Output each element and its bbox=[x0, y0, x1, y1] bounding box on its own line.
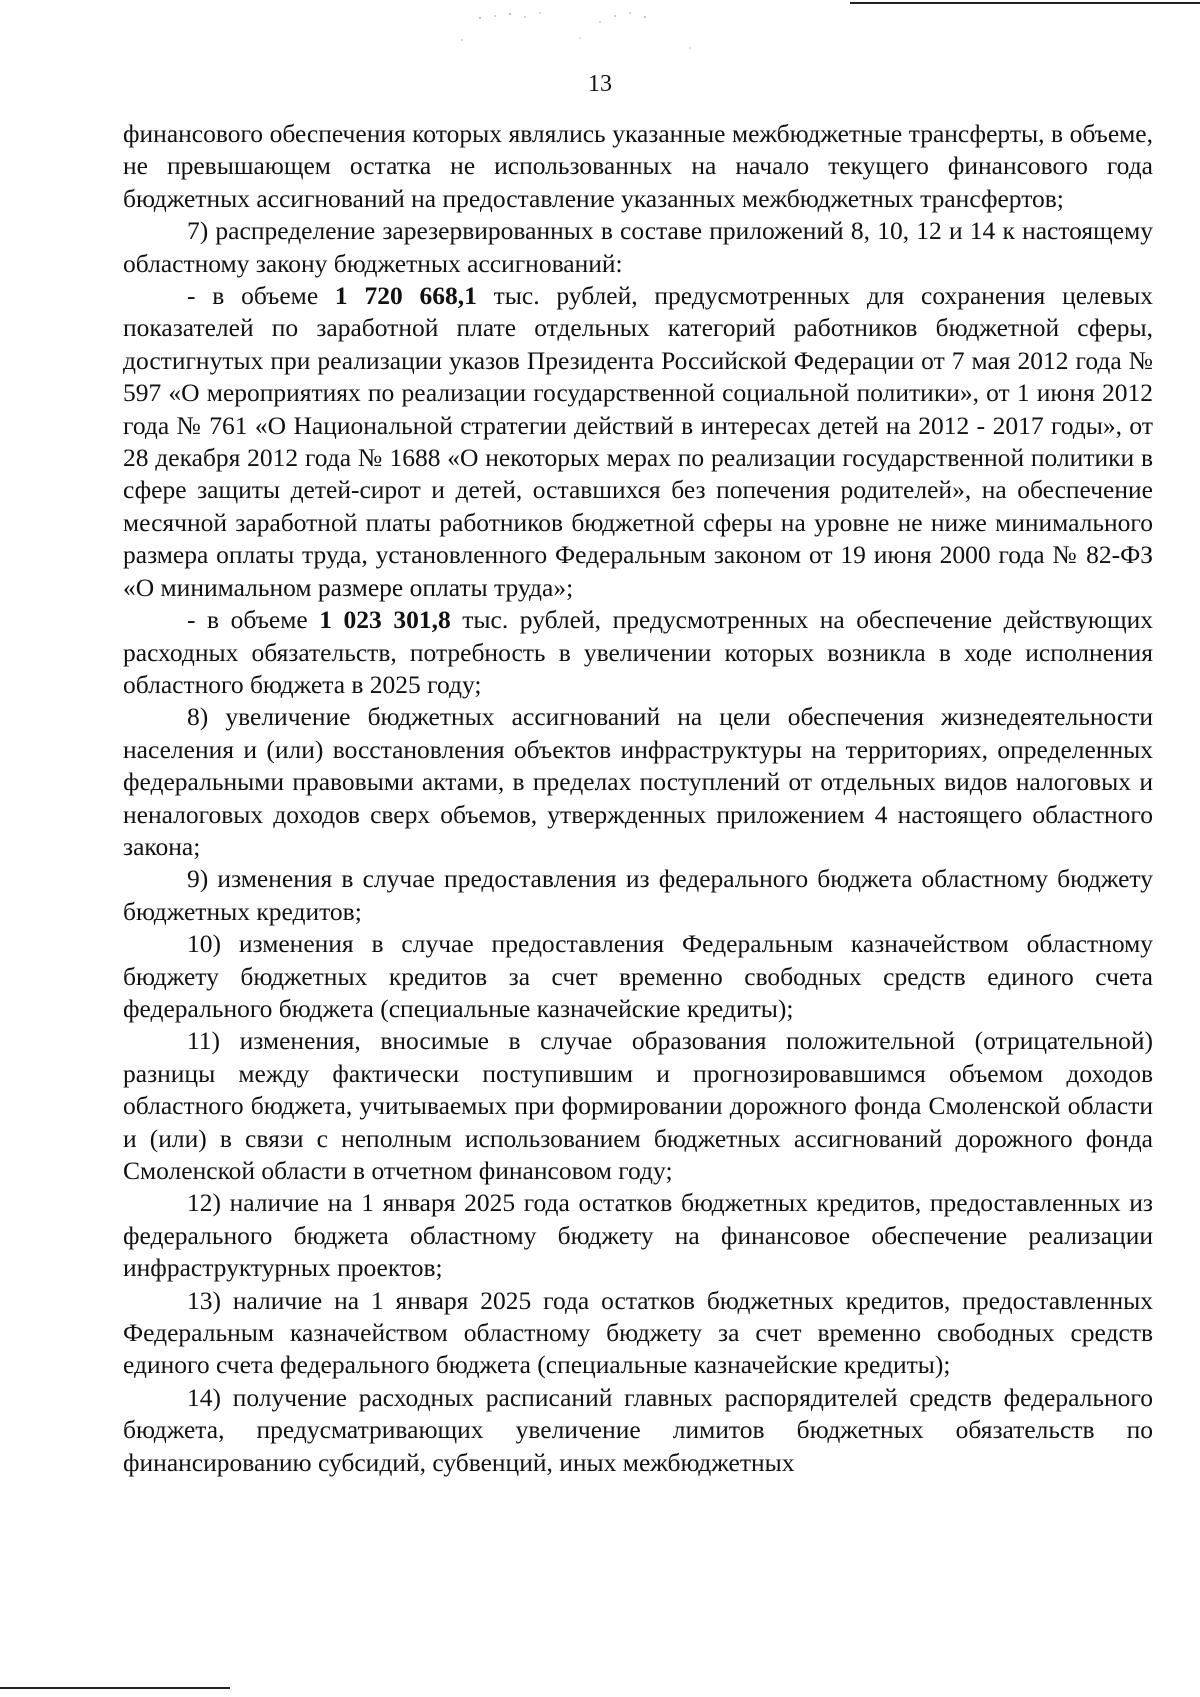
paragraph-item-7-subitem-2 bbox=[123, 604, 1153, 701]
paragraph-item-8: 8) увеличение бюджетных ассигнований на цели обеспечения жизнедеятельности населения и (или) восстановления объектов инфраструктуры на территориях, определенных федеральными правовыми актами, в пределах поступлений от отдельных видов налоговых и неналоговых доходов сверх объемов, утвержденных приложением 4 настоящего областного закона; bbox=[123, 702, 1153, 861]
document-body bbox=[123, 118, 1153, 1479]
paragraph-item-9: 9) изменения в случае предоставления из федерального бюджета областному бюджету бюджетных кредитов; bbox=[123, 864, 1153, 926]
paragraph-item-11: 11) изменения, вносимые в случае образования положительной (отрицательной) разницы между фактически поступившим и прогнозировавшимся объемом доходов областного бюджета, учитываемых при формировании дорожного фонда Смоленской области и (или) в связи с неполным использованием бюджетных ассигнований дорожного фонда Смоленской области в отчетном финансовом году; bbox=[123, 1026, 1153, 1185]
paragraph-item-12: 12) наличие на 1 января 2025 года остатков бюджетных кредитов, предоставленных из федерального бюджета областному бюджету на финансовое обеспечение реализации инфраструктурных проектов; bbox=[123, 1188, 1153, 1283]
scan-noise-marks bbox=[440, 8, 740, 58]
subitem-body: тыс. рублей, предусмотренных для сохранения целевых показателей по заработной плате отдельных категорий работников бюджетной сферы, достигнутых при реализации указов Президента Российской Федерации от 7 мая 2012 года № 597 «О мероприятиях по реализации государственной социальной политики», от 1 июня 2012 года № 761 «О Национальной стратегии действий в интересах детей на 2012 - 2017 годы», от 28 декабря 2012 года № 1688 «О некоторых мерах по реализации государственной политики в сфере защиты детей-сирот и детей, оставшихся без попечения родителей», на обеспечение месячной заработной платы работников бюджетной сферы на уровне не ниже минимального размера оплаты труда, установленного Федеральным законом от 19 июня 2000 года № 82-ФЗ «О минимальном размере оплаты труда»; bbox=[123, 281, 1153, 602]
page-number: 13 bbox=[588, 71, 612, 97]
paragraph-item-7: 7) распределение зарезервированных в составе приложений 8, 10, 12 и 14 к настоящему областному закону бюджетных ассигнований: bbox=[123, 216, 1153, 278]
paragraph-item-13: 13) наличие на 1 января 2025 года остатков бюджетных кредитов, предоставленных Федеральным казначейством областному бюджету за счет временно свободных средств единого счета федерального бюджета (специальные казначейские кредиты); bbox=[123, 1285, 1153, 1380]
paragraph-item-14: 14) получение расходных расписаний главных распорядителей средств федерального бюджета, предусматривающих увеличение лимитов бюджетных обязательств по финансированию субсидий, субвенций, иных межбюджетных bbox=[123, 1382, 1153, 1477]
scan-bottom-edge-line bbox=[0, 1687, 230, 1689]
subitem-prefix: - в объеме bbox=[187, 281, 335, 311]
paragraph-item-7-subitem-1 bbox=[123, 280, 1153, 604]
amount-bold: 1 023 301,8 bbox=[319, 605, 451, 635]
paragraph-continuation: финансового обеспечения которых являлись указанные межбюджетные трансферты, в объеме, не превышающем остатка не использованных на начало текущего финансового года бюджетных ассигнований на предоставление указанных межбюджетных трансфертов; bbox=[123, 119, 1153, 213]
subitem-body: тыс. рублей, предусмотренных на обеспечение действующих расходных обязательств, потребность в увеличении которых возникла в ходе исполнения областного бюджета в 2025 году; bbox=[123, 605, 1153, 699]
scan-top-edge-line bbox=[850, 2, 1200, 4]
subitem-prefix: - в объеме bbox=[187, 605, 320, 635]
amount-bold: 1 720 668,1 bbox=[334, 281, 477, 311]
paragraph-item-10: 10) изменения в случае предоставления Федеральным казначейством областному бюджету бюджетных кредитов за счет временно свободных средств единого счета федерального бюджета (специальные казначейские кредиты); bbox=[123, 929, 1153, 1023]
